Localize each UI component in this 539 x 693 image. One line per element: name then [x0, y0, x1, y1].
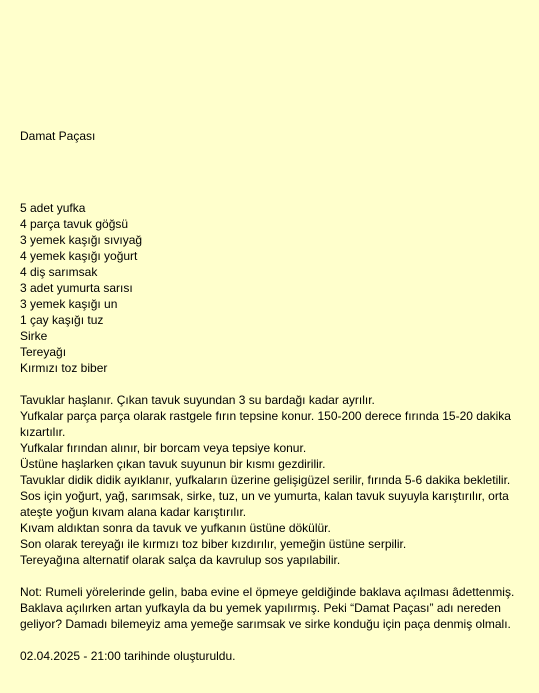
instruction-step: Son olarak tereyağı ile kırmızı toz biber kızdırılır, yemeğin üstüne serpilir. [20, 537, 407, 551]
ingredient-item: 4 parça tavuk göğsü [20, 217, 129, 231]
ingredient-item: 4 diş sarımsak [20, 265, 98, 279]
instruction-step: Yufkalar parça parça olarak rastgele fırın tepsine konur. 150-200 derece fırında 15-20 dakika kızartılır. [20, 409, 511, 439]
recipe-note: Not: Rumeli yörelerinde gelin, baba evine el öpmeye geldiğinde baklava açılması âdettenmiş. Baklava açılırken artan yufkayla da bu yemek yapılırmış. Peki “Damat Paçası” adı nereden geliyor? Damadı bilemeyiz ama yemeğe sarımsak ve sirke konduğu için paça denmiş olmalı. [20, 585, 515, 631]
ingredient-list [20, 200, 525, 376]
ingredient-item: 3 adet yumurta sarısı [20, 281, 133, 295]
ingredient-item: 1 çay kaşığı tuz [20, 313, 104, 327]
recipe-document [20, 128, 525, 664]
ingredient-item: 4 yemek kaşığı yoğurt [20, 249, 138, 263]
instruction-step: Tereyağına alternatif olarak salça da kavrulup sos yapılabilir. [20, 553, 341, 567]
instruction-step: Tavuklar didik didik ayıklanır, yufkaların üzerine gelişigüzel serilir, fırında 5-6 dakika bekletilir. [20, 473, 511, 487]
created-timestamp: 02.04.2025 - 21:00 tarihinde oluşturuldu. [20, 649, 236, 663]
instructions [20, 392, 525, 568]
ingredient-item: Kırmızı toz biber [20, 361, 108, 375]
instruction-step: Tavuklar haşlanır. Çıkan tavuk suyundan 3 su bardağı kadar ayrılır. [20, 393, 375, 407]
recipe-title: Damat Paçası [20, 129, 96, 143]
instruction-step: Kıvam aldıktan sonra da tavuk ve yufkanın üstüne dökülür. [20, 521, 331, 535]
instruction-step: Yufkalar fırından alınır, bir borcam veya tepsiye konur. [20, 441, 307, 455]
instruction-step: Üstüne haşlarken çıkan tavuk suyunun bir kısmı gezdirilir. [20, 457, 326, 471]
ingredient-item: 3 yemek kaşığı un [20, 297, 118, 311]
ingredient-item: 3 yemek kaşığı sıvıyağ [20, 233, 143, 247]
instruction-step: Sos için yoğurt, yağ, sarımsak, sirke, tuz, un ve yumurta, kalan tavuk suyuyla karıştırılır, orta ateşte yoğun kıvam alana kadar karıştırılır. [20, 489, 509, 519]
ingredient-item: Sirke [20, 329, 48, 343]
ingredient-item: Tereyağı [20, 345, 67, 359]
ingredient-item: 5 adet yufka [20, 201, 86, 215]
